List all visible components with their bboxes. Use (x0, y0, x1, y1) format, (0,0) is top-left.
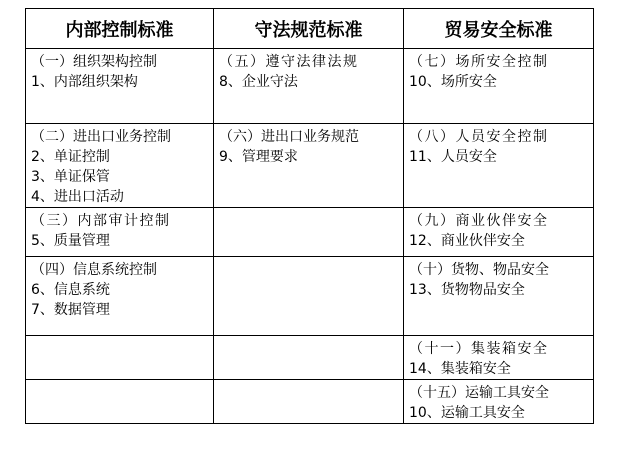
section-heading: （十一）集装箱安全 (409, 341, 549, 357)
section-item: 13、货物物品安全 (409, 282, 525, 298)
table-cell-empty (26, 380, 214, 424)
table-row (26, 208, 594, 257)
section-heading: （十）货物、物品安全 (409, 262, 549, 278)
section-item: 8、企业守法 (219, 74, 298, 90)
section-heading: （四）信息系统控制 (31, 262, 157, 278)
table-cell-empty (214, 380, 404, 424)
table-row (26, 336, 594, 380)
table-cell (214, 49, 404, 124)
section-heading: （六）进出口业务规范 (219, 129, 359, 145)
table-cell-empty (26, 336, 214, 380)
table-cell (404, 124, 594, 208)
table-cell (26, 257, 214, 336)
table-cell (214, 124, 404, 208)
table-row (26, 49, 594, 124)
header-compliance: 守法规范标准 (214, 9, 404, 49)
section-item: 11、人员安全 (409, 149, 497, 165)
table-cell (404, 336, 594, 380)
section-item: 10、运输工具安全 (409, 405, 525, 421)
section-item: 4、进出口活动 (31, 189, 124, 205)
table-cell (26, 124, 214, 208)
table-row (26, 257, 594, 336)
section-heading: （八）人员安全控制 (409, 129, 549, 145)
table-cell (404, 380, 594, 424)
standards-table (25, 8, 594, 424)
table-row (26, 380, 594, 424)
table-cell-empty (214, 208, 404, 257)
section-heading: （十五）运输工具安全 (409, 385, 549, 401)
table-row (26, 124, 594, 208)
table-cell-empty (214, 336, 404, 380)
table-cell-empty (214, 257, 404, 336)
section-item: 10、场所安全 (409, 74, 497, 90)
section-heading: （三）内部审计控制 (31, 213, 171, 229)
section-item: 12、商业伙伴安全 (409, 233, 525, 249)
section-item: 14、集装箱安全 (409, 361, 511, 377)
section-heading: （一）组织架构控制 (31, 54, 157, 70)
section-heading: （五）遵守法律法规 (219, 54, 359, 70)
section-item: 5、质量管理 (31, 233, 110, 249)
section-heading: （二）进出口业务控制 (31, 129, 171, 145)
section-item: 7、数据管理 (31, 302, 110, 318)
header-internal-control: 内部控制标准 (26, 9, 214, 49)
header-row (26, 9, 594, 49)
table-cell (404, 208, 594, 257)
section-item: 1、内部组织架构 (31, 74, 138, 90)
section-item: 2、单证控制 (31, 149, 110, 165)
section-heading: （七）场所安全控制 (409, 54, 549, 70)
section-item: 3、单证保管 (31, 169, 110, 185)
table-cell (26, 208, 214, 257)
section-heading: （九）商业伙伴安全 (409, 213, 549, 229)
table-cell (404, 49, 594, 124)
section-item: 6、信息系统 (31, 282, 110, 298)
header-trade-security: 贸易安全标准 (404, 9, 594, 49)
table-cell (26, 49, 214, 124)
standards-table-container (25, 8, 594, 424)
section-item: 9、管理要求 (219, 149, 298, 165)
table-cell (404, 257, 594, 336)
